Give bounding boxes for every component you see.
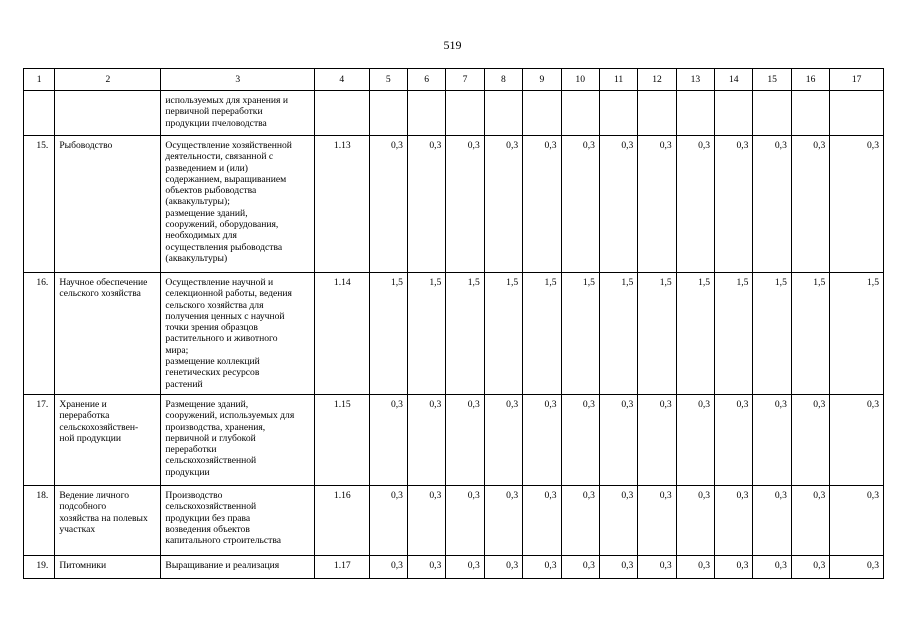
column-number-header: 17 bbox=[830, 69, 884, 91]
row-description-cell: Производство сельскохозяйственной продукции без права возведения объектов капитального строительства bbox=[161, 485, 315, 555]
empty-cell bbox=[369, 91, 407, 136]
column-number-header: 4 bbox=[315, 69, 370, 91]
coefficient-cell: 0,3 bbox=[561, 485, 599, 555]
column-number-header: 10 bbox=[561, 69, 599, 91]
coefficient-cell: 0,3 bbox=[599, 555, 637, 578]
coefficient-cell: 0,3 bbox=[599, 394, 637, 485]
coefficient-cell: 1,5 bbox=[791, 273, 829, 395]
empty-cell bbox=[523, 91, 561, 136]
row-code-cell: 1.14 bbox=[315, 273, 370, 395]
coefficient-cell: 0,3 bbox=[523, 394, 561, 485]
column-number-header: 8 bbox=[484, 69, 522, 91]
coefficient-cell: 0,3 bbox=[715, 555, 753, 578]
coefficient-cell: 0,3 bbox=[407, 485, 445, 555]
coefficient-cell: 0,3 bbox=[830, 136, 884, 273]
page-number: 519 bbox=[443, 38, 462, 52]
empty-cell bbox=[446, 91, 484, 136]
row-name-cell: Рыбоводство bbox=[55, 136, 161, 273]
coefficient-cell: 0,3 bbox=[484, 136, 522, 273]
coefficient-cell: 0,3 bbox=[638, 555, 676, 578]
coefficient-cell: 0,3 bbox=[369, 555, 407, 578]
coefficient-cell: 1,5 bbox=[523, 273, 561, 395]
row-description-cell: Осуществление хозяйственной деятельности, связанной с разведением и (или) содержанием, выращиванием объектов рыбоводства (аквакультуры); размещение зданий, сооружений, оборудования, необходимых для осуществления рыбоводства (аквакультуры) bbox=[161, 136, 315, 273]
column-number-header: 7 bbox=[446, 69, 484, 91]
coefficient-cell: 0,3 bbox=[523, 136, 561, 273]
row-number-cell: 17. bbox=[24, 394, 55, 485]
coefficient-cell: 0,3 bbox=[599, 136, 637, 273]
coefficient-cell: 0,3 bbox=[676, 555, 714, 578]
coefficient-cell: 0,3 bbox=[369, 136, 407, 273]
coefficient-cell: 0,3 bbox=[446, 394, 484, 485]
row-description-cell: используемых для хранения и первичной переработки продукции пчеловодства bbox=[161, 91, 315, 136]
column-number-header: 5 bbox=[369, 69, 407, 91]
continuation-row bbox=[24, 91, 884, 136]
coefficient-cell: 0,3 bbox=[484, 394, 522, 485]
coefficient-cell: 1,5 bbox=[599, 273, 637, 395]
coefficient-cell: 0,3 bbox=[676, 136, 714, 273]
column-number-header: 16 bbox=[791, 69, 829, 91]
coefficient-cell: 0,3 bbox=[753, 394, 791, 485]
coefficient-cell: 0,3 bbox=[369, 485, 407, 555]
coefficient-cell: 0,3 bbox=[830, 394, 884, 485]
coefficient-cell: 0,3 bbox=[676, 485, 714, 555]
coefficient-cell: 1,5 bbox=[753, 273, 791, 395]
coefficient-cell: 1,5 bbox=[407, 273, 445, 395]
coefficient-cell: 0,3 bbox=[484, 555, 522, 578]
empty-cell bbox=[561, 91, 599, 136]
row-name-cell bbox=[55, 91, 161, 136]
column-number-header: 14 bbox=[715, 69, 753, 91]
coefficient-cell: 0,3 bbox=[753, 555, 791, 578]
coefficient-cell: 0,3 bbox=[791, 555, 829, 578]
column-number-header: 3 bbox=[161, 69, 315, 91]
coefficient-cell: 0,3 bbox=[638, 485, 676, 555]
coefficient-cell: 0,3 bbox=[753, 136, 791, 273]
row-code-cell: 1.13 bbox=[315, 136, 370, 273]
row-name-cell: Хранение и переработка сельскохозяйствен- ной продукции bbox=[55, 394, 161, 485]
coefficient-cell: 1,5 bbox=[715, 273, 753, 395]
coefficient-cell: 0,3 bbox=[791, 485, 829, 555]
coefficient-cell: 1,5 bbox=[638, 273, 676, 395]
coefficient-cell: 0,3 bbox=[407, 394, 445, 485]
row-code-cell: 1.15 bbox=[315, 394, 370, 485]
coefficient-cell: 0,3 bbox=[446, 555, 484, 578]
coefficient-cell: 0,3 bbox=[791, 394, 829, 485]
empty-cell bbox=[791, 91, 829, 136]
table-row bbox=[24, 136, 884, 273]
coefficient-cell: 0,3 bbox=[791, 136, 829, 273]
coefficient-cell: 0,3 bbox=[561, 394, 599, 485]
coefficient-cell: 0,3 bbox=[407, 555, 445, 578]
empty-cell bbox=[638, 91, 676, 136]
empty-cell bbox=[407, 91, 445, 136]
coefficient-cell: 1,5 bbox=[446, 273, 484, 395]
coefficient-cell: 0,3 bbox=[561, 555, 599, 578]
coefficient-cell: 1,5 bbox=[676, 273, 714, 395]
coefficient-cell: 0,3 bbox=[638, 394, 676, 485]
coefficient-cell: 1,5 bbox=[830, 273, 884, 395]
column-number-header: 12 bbox=[638, 69, 676, 91]
column-number-header: 15 bbox=[753, 69, 791, 91]
coefficient-cell: 0,3 bbox=[523, 485, 561, 555]
row-name-cell: Научное обеспечение сельского хозяйства bbox=[55, 273, 161, 395]
empty-cell bbox=[599, 91, 637, 136]
coefficient-cell: 0,3 bbox=[715, 394, 753, 485]
empty-cell bbox=[715, 91, 753, 136]
empty-cell bbox=[484, 91, 522, 136]
row-number-cell: 19. bbox=[24, 555, 55, 578]
coefficient-cell: 0,3 bbox=[561, 136, 599, 273]
column-number-header: 2 bbox=[55, 69, 161, 91]
coefficient-cell: 0,3 bbox=[753, 485, 791, 555]
column-number-header: 1 bbox=[24, 69, 55, 91]
coefficient-cell: 0,3 bbox=[446, 485, 484, 555]
table-row bbox=[24, 273, 884, 395]
table-row bbox=[24, 394, 884, 485]
empty-cell bbox=[753, 91, 791, 136]
coefficient-cell: 0,3 bbox=[638, 136, 676, 273]
column-number-header: 13 bbox=[676, 69, 714, 91]
coefficient-cell: 0,3 bbox=[523, 555, 561, 578]
coefficient-cell: 0,3 bbox=[830, 485, 884, 555]
row-description-cell: Выращивание и реализация bbox=[161, 555, 315, 578]
column-number-header: 6 bbox=[407, 69, 445, 91]
coefficient-cell: 0,3 bbox=[369, 394, 407, 485]
table-row bbox=[24, 485, 884, 555]
coefficient-cell: 0,3 bbox=[599, 485, 637, 555]
coefficient-cell: 1,5 bbox=[484, 273, 522, 395]
coefficient-cell: 0,3 bbox=[446, 136, 484, 273]
row-number-cell: 16. bbox=[24, 273, 55, 395]
row-number-cell bbox=[24, 91, 55, 136]
empty-cell bbox=[676, 91, 714, 136]
coefficient-cell: 0,3 bbox=[407, 136, 445, 273]
coefficient-cell: 0,3 bbox=[676, 394, 714, 485]
row-number-cell: 18. bbox=[24, 485, 55, 555]
coefficient-cell: 1,5 bbox=[561, 273, 599, 395]
table-row bbox=[24, 555, 884, 578]
coefficient-cell: 0,3 bbox=[715, 485, 753, 555]
row-name-cell: Ведение личного подсобного хозяйства на полевых участках bbox=[55, 485, 161, 555]
coefficient-cell: 0,3 bbox=[484, 485, 522, 555]
column-number-header: 11 bbox=[599, 69, 637, 91]
row-name-cell: Питомники bbox=[55, 555, 161, 578]
coefficient-cell: 0,3 bbox=[715, 136, 753, 273]
empty-cell bbox=[830, 91, 884, 136]
empty-cell bbox=[315, 91, 370, 136]
coefficient-cell: 1,5 bbox=[369, 273, 407, 395]
row-code-cell: 1.17 bbox=[315, 555, 370, 578]
document-table bbox=[23, 68, 884, 579]
row-description-cell: Осуществление научной и селекционной работы, ведения сельского хозяйства для получения ценных с научной точки зрения образцов растительного и животного мира; размещение коллекций генетических ресурсов растений bbox=[161, 273, 315, 395]
row-code-cell: 1.16 bbox=[315, 485, 370, 555]
header-row bbox=[24, 69, 884, 91]
column-number-header: 9 bbox=[523, 69, 561, 91]
coefficient-cell: 0,3 bbox=[830, 555, 884, 578]
row-number-cell: 15. bbox=[24, 136, 55, 273]
row-description-cell: Размещение зданий, сооружений, используемых для производства, хранения, первичной и глубокой переработки сельскохозяйственной продукции bbox=[161, 394, 315, 485]
